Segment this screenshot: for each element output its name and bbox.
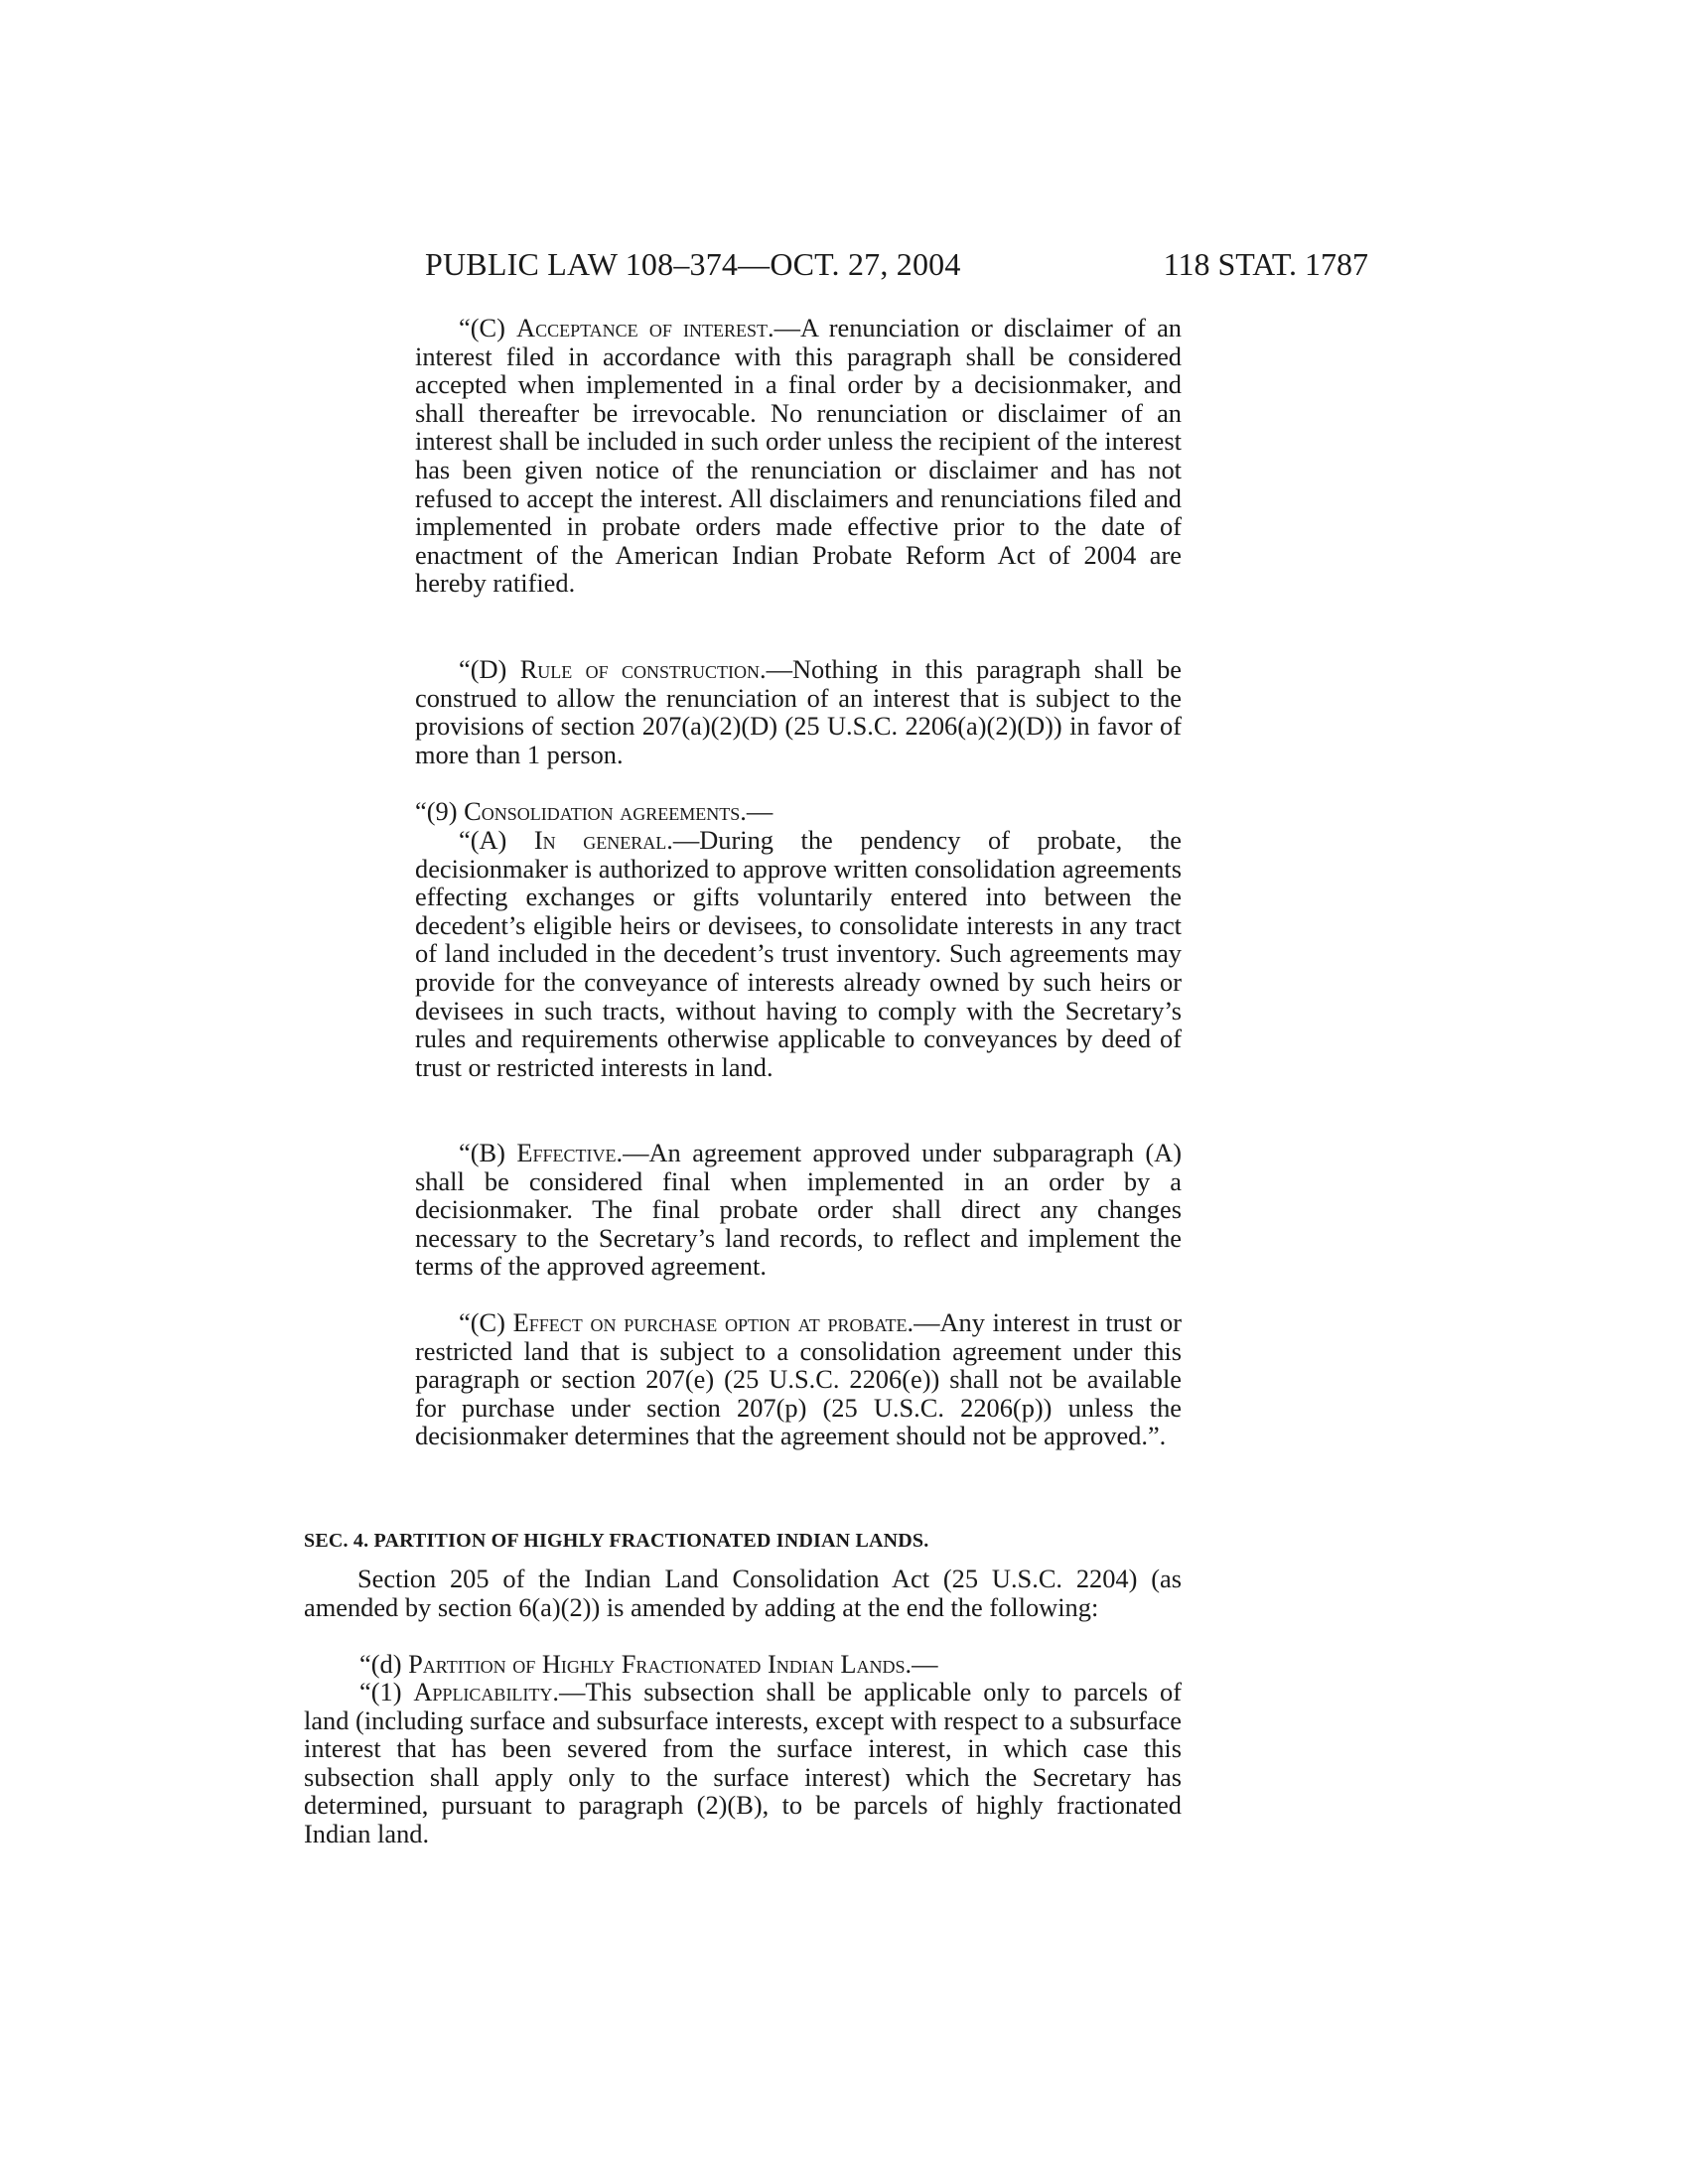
running-header	[425, 242, 1368, 286]
paragraph-c-text: —A renunciation or disclaimer of an interest filed in accordance with this paragraph shall be considered accepted when implemented in a final order by a decisionmaker, and shall thereafter be irrevocable. No renunciation or disclaimer of an interest shall be included in such order unless the recipient of the interest has been given notice of the renunciation or disclaimer and has not refused to accept the interest. All disclaimers and renunciations filed and implemented in probate orders made effective prior to the date of enactment of the American Indian Probate Reform Act of 2004 are hereby ratified.	[415, 313, 1182, 599]
paragraph-d-heading: Rule of construction.	[519, 654, 767, 684]
paragraph-c-acceptance	[415, 314, 1182, 598]
paragraph-9b-heading: Effective.	[516, 1138, 624, 1167]
paragraph-1-open: “(1)	[359, 1677, 414, 1706]
paragraph-9a-general	[415, 826, 1182, 1081]
paragraph-d-open: “(D)	[459, 654, 520, 684]
paragraph-9c-open: “(C)	[459, 1307, 513, 1337]
subsection-d-heading: Partition of Highly Fractionated Indian Lands.	[408, 1649, 913, 1679]
paragraph-9c-text: —Any interest in trust or restricted land that is subject to a consolidation agreement under this paragraph or section 207(e) (25 U.S.C. 2206(e)) shall not be available for purchase under section 207(p) (25 U.S.C. 2206(p)) unless the decisionmaker determines that the agreement should not be approved.”.	[415, 1307, 1183, 1451]
paragraph-9-consolidation	[415, 797, 1182, 826]
subsection-d-text: —	[912, 1649, 938, 1679]
paragraph-d-rule	[415, 655, 1182, 768]
section-4-intro: Section 205 of the Indian Land Consolidation Act (25 U.S.C. 2204) (as amended by section 6(a)(2)) is amended by adding at the end the following:	[304, 1564, 1182, 1622]
paragraph-c-open: “(C)	[459, 313, 517, 342]
paragraph-9a-text: —During the pendency of probate, the decisionmaker is authorized to approve written consolidation agreements effecting exchanges or gifts voluntarily entered into between the decedent’s eligible heirs or devisees, to consolidate interests in any tract of land included in the decedent’s trust inventory. Such agreements may provide for the conveyance of interests already owned by such heirs or devisees in such tracts, without having to comply with the Secretary’s rules and requirements otherwise applicable to conveyances by deed of trust or restricted interests in land.	[415, 825, 1182, 1082]
paragraph-9a-open: “(A)	[459, 825, 534, 855]
paragraph-c-heading: Acceptance of interest.	[516, 313, 774, 342]
paragraph-9b-text: —An agreement approved under subparagraph (A) shall be considered final when implemented in an order by a decisionmaker. The final probate order shall direct any changes necessary to the Secretary’s land records, to reflect and implement the terms of the approved agreement.	[415, 1138, 1182, 1282]
paragraph-d-text: —Nothing in this paragraph shall be construed to allow the renunciation of an interest that is subject to the provisions of section 207(a)(2)(D) (25 U.S.C. 2206(a)(2)(D)) in favor of more than 1 person.	[415, 654, 1183, 769]
paragraph-9c-heading: Effect on purchase option at probate.	[512, 1307, 914, 1337]
paragraph-9c-purchase-option	[415, 1308, 1182, 1450]
paragraph-9a-heading: In general.	[533, 825, 673, 855]
paragraph-9b-effective	[415, 1139, 1182, 1281]
header-public-law: PUBLIC LAW 108–374—OCT. 27, 2004	[425, 246, 961, 282]
paragraph-1-applicability	[304, 1678, 1182, 1848]
subsection-d-open: “(d)	[359, 1649, 409, 1679]
section-4-heading: SEC. 4. PARTITION OF HIGHLY FRACTIONATED INDIAN LANDS.	[304, 1530, 929, 1552]
subsection-d-partition	[359, 1650, 1182, 1679]
paragraph-1-heading: Applicability.	[413, 1677, 560, 1706]
paragraph-9-text: —	[746, 796, 774, 826]
paragraph-9-heading: Consolidation agreements.	[464, 796, 747, 826]
header-statute-page: 118 STAT. 1787	[1163, 246, 1368, 282]
paragraph-9-open: “(9)	[415, 796, 465, 826]
paragraph-1-text: —This subsection shall be applicable only to parcels of land (including surface and subsurface interests, except with respect to a subsurface interest that has been severed from the surface interest, in which case this subsection shall apply only to the surface interest) which the Secretary has determined, pursuant to paragraph (2)(B), to be parcels of highly fractionated Indian land.	[304, 1677, 1182, 1848]
paragraph-9b-open: “(B)	[459, 1138, 517, 1167]
